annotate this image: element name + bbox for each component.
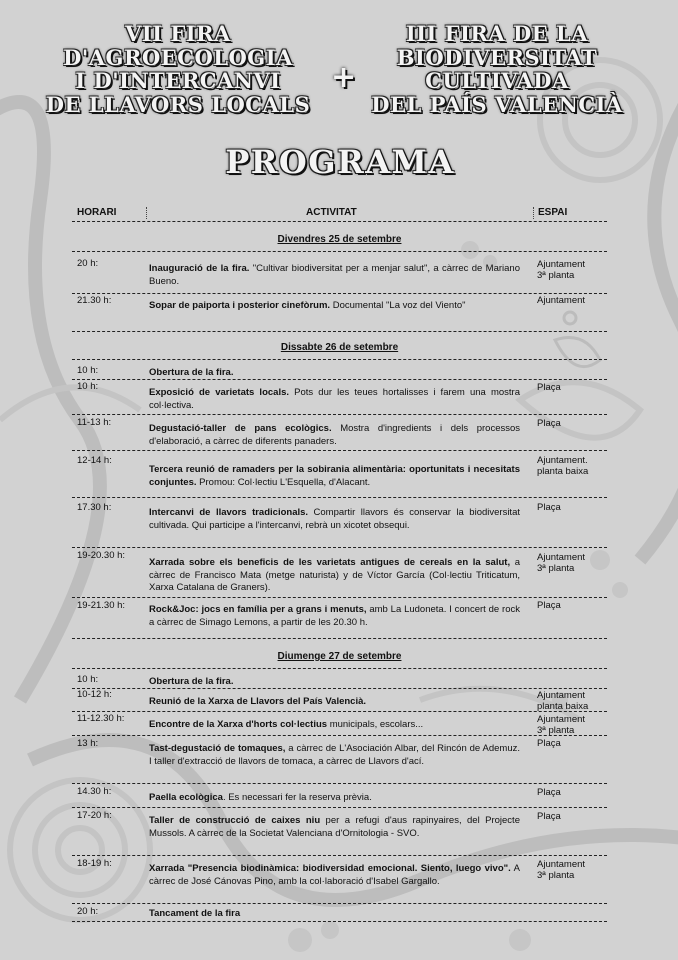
row-divider (72, 735, 607, 736)
fair-title-left-line-4: DE LLAVORS LOCALS (45, 91, 311, 117)
column-header-espai: ESPAI (538, 207, 568, 218)
event-title: Tancament de la fira (149, 908, 241, 919)
event-activity (149, 604, 520, 629)
event-place: Plaça (537, 738, 561, 749)
event-place: Ajuntament 3ª planta (537, 552, 586, 574)
event-place: Ajuntament. planta baixa (537, 455, 589, 477)
event-time: 19-20.30 h: (77, 550, 126, 561)
event-time: 12-14 h: (77, 455, 112, 466)
event-place: Plaça (537, 382, 561, 393)
row-divider (72, 638, 607, 639)
event-description: Documental "La voz del Viento" (330, 300, 466, 311)
event-place: Plaça (537, 418, 561, 429)
event-time: 11-13 h: (77, 417, 112, 428)
event-activity (149, 387, 520, 412)
row-divider (72, 783, 607, 784)
event-place: Ajuntament planta baixa (537, 690, 589, 712)
column-header-activitat: ACTIVITAT (306, 207, 357, 218)
event-title: Tercera reunió de ramaders per la sobirania alimentària: oportunitats i necesitats conjuntes. (149, 464, 520, 488)
event-description: "Cultivar biodiversitat per a menjar salut", a càrrec de Mariano Bueno. (149, 263, 520, 287)
event-description: amb La Ludoneta. I concert de rock a càrrec de Simago Lemons, a partir de les 20.30 h. (149, 604, 520, 628)
event-time: 10 h: (77, 381, 99, 392)
event-time: 11-12.30 h: (77, 713, 125, 724)
event-title: Inauguració de la fira. (149, 263, 250, 274)
event-title: Reunió de la Xarxa de Llavors del País Valencià. (149, 696, 367, 707)
event-time: 20 h: (77, 906, 99, 917)
event-activity (149, 507, 520, 532)
event-activity (149, 815, 520, 840)
day-heading (72, 234, 607, 245)
day-heading-text: Divendres 25 de setembre (277, 234, 402, 245)
event-time: 10-12 h: (77, 689, 112, 700)
fair-title-left-line-2: D'AGROECOLOGIA (63, 44, 293, 70)
column-header-horari: HORARI (77, 207, 117, 218)
row-divider (72, 359, 607, 360)
event-time: 20 h: (77, 258, 99, 269)
row-divider (72, 807, 607, 808)
event-description: Compartir llavors és conservar la biodiversitat cultivada. Qui participe a l'intercanvi, rebrà un xicotet obsequi. (149, 507, 520, 531)
event-place: Plaça (537, 600, 561, 611)
row-divider (72, 414, 607, 415)
event-activity (149, 696, 520, 709)
event-activity (149, 719, 520, 732)
row-divider (72, 497, 607, 498)
row-divider (72, 597, 607, 598)
event-time: 13 h: (77, 738, 99, 749)
row-divider (72, 921, 607, 922)
fair-title-right-line-4: DEL PAÍS VALENCIÀ (371, 91, 623, 117)
event-time: 14.30 h: (77, 786, 112, 797)
event-place: Plaça (537, 787, 561, 798)
event-activity (149, 743, 520, 768)
row-divider (72, 450, 607, 451)
event-title: Obertura de la fira. (149, 367, 234, 378)
event-description: A càrrec de José Cánovas Pino, amb la col·laboració d'Isabel Gargallo. (149, 863, 521, 887)
fair-title-right-line-1: III FIRA DE LA (405, 21, 589, 46)
event-time: 19-21.30 h: (77, 600, 126, 611)
event-time: 10 h: (77, 365, 99, 376)
event-title: Rock&Joc: jocs en família per a grans i menuts, (149, 604, 367, 615)
event-place: Ajuntament 3ª planta (537, 259, 586, 281)
row-divider (72, 293, 607, 294)
row-divider (72, 903, 607, 904)
event-activity (149, 263, 520, 288)
event-activity (149, 676, 520, 689)
event-title: Intercanvi de llavors tradicionals. (149, 507, 309, 518)
row-divider (72, 331, 607, 332)
event-title: Paella ecològica (149, 792, 223, 803)
event-place: Ajuntament (537, 295, 586, 306)
event-place: Plaça (537, 811, 561, 822)
fair-title-right-line-2: BIODIVERSITAT (396, 44, 598, 70)
event-activity (149, 300, 520, 313)
event-place: Plaça (537, 502, 561, 513)
row-divider (72, 547, 607, 548)
event-time: 17.30 h: (77, 502, 112, 513)
day-heading (72, 342, 607, 353)
event-title: Degustació-taller de pans ecològics. (149, 423, 332, 434)
event-activity (149, 367, 520, 380)
fair-title-right-line-3: CULTIVADA (425, 68, 569, 93)
event-title: Encontre de la Xarxa d'horts col·lectius (149, 719, 328, 730)
day-heading-text: Diumenge 27 de setembre (277, 651, 402, 662)
row-divider (72, 855, 607, 856)
column-divider (533, 207, 534, 219)
event-title: Xarrada "Presencia biodinàmica: biodiversidad emocional. Siento, luego vivo". (149, 863, 511, 874)
event-description: Mostra d'ingredients i dels processos d'elaboració, a càrrec de diferents panaders. (149, 423, 521, 447)
event-description: Promou: Col·lectiu L'Esquella, d'Alacant. (196, 476, 371, 488)
row-divider (72, 668, 607, 669)
row-divider (72, 379, 607, 380)
event-place: Ajuntament 3ª planta (537, 859, 586, 881)
fair-title-left (28, 22, 328, 116)
event-title: Obertura de la fira. (149, 676, 234, 687)
plus-sign: + (331, 60, 357, 95)
event-activity (149, 863, 520, 888)
event-activity (149, 792, 520, 805)
event-title: Exposició de varietats locals. (149, 387, 290, 398)
program-title: PROGRAMA (225, 143, 455, 181)
event-activity (149, 908, 520, 921)
event-time: 10 h: (77, 674, 99, 685)
fair-title-left-line-3: I D'INTERCANVI (75, 68, 281, 93)
event-time: 21.30 h: (77, 295, 112, 306)
event-place: Ajuntament 3ª planta (537, 714, 586, 736)
event-time: 17-20 h: (77, 810, 112, 821)
row-divider (72, 711, 607, 712)
day-heading-text: Dissabte 26 de setembre (280, 342, 399, 353)
fair-title-right (352, 22, 642, 116)
event-title: Taller de construcció de caixes niu (149, 815, 321, 826)
event-description: municipals, escolars... (327, 719, 424, 730)
event-description: a càrrec de Francisco Mata (metge naturista) y de Víctor García (Col·lectiu Triticatum, Xarxa Catalana de Graners). (149, 557, 520, 593)
event-description: . Es necessari fer la reserva prèvia. (222, 792, 372, 803)
day-heading (72, 651, 607, 662)
event-title: Xarrada sobre els beneficis de les varietats antigues de cereals en la salut, (149, 557, 511, 568)
event-title: Tast-degustació de tomaques, (149, 743, 286, 754)
column-divider (146, 207, 147, 219)
event-description: a càrrec de L'Asociación Albar, del Rincón de Ademuz. I taller d'extracció de llavors de tomaca, a càrrec de Llavors d'ací. (149, 743, 520, 767)
row-divider (72, 688, 607, 689)
event-activity (149, 464, 520, 489)
header-rule (72, 221, 607, 222)
event-title: Sopar de paiporta i posterior cinefòrum. (149, 300, 331, 311)
event-activity (149, 423, 520, 448)
fair-title-left-line-1: VII FIRA (125, 21, 231, 46)
event-time: 18-19 h: (77, 858, 112, 869)
event-description: Pots dur les teues hortalisses i farem una mostra col·lectiva. (149, 387, 520, 411)
event-description: per a refugi d'aus rapinyaires, del Projecte Mussols. A càrrec de la Societat Valenciana d'Ornitologia - SVO. (149, 815, 520, 839)
row-divider (72, 251, 607, 252)
event-activity (149, 557, 520, 595)
